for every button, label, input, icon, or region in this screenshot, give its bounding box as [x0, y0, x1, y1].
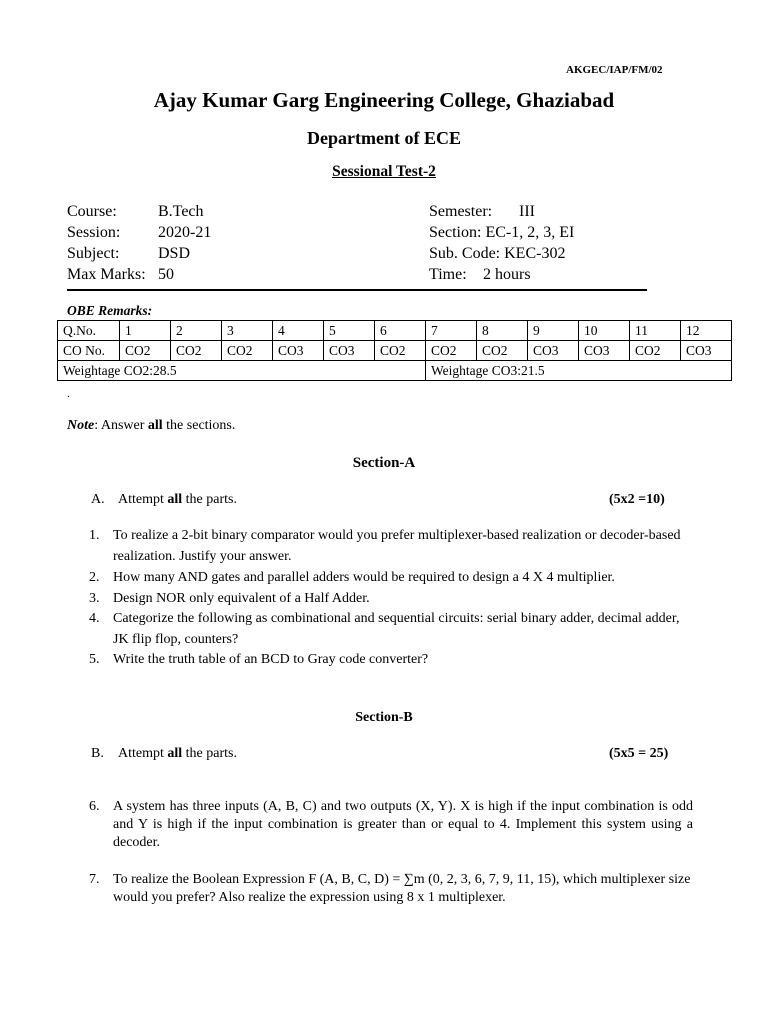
- obe-qno-cell: 10: [579, 321, 630, 341]
- obe-co-cell: CO3: [681, 341, 732, 361]
- college-name: Ajay Kumar Garg Engineering College, Ghaziabad: [153, 88, 615, 112]
- obe-qno-cell: 11: [630, 321, 681, 341]
- section-a-marks: (5x2 =10): [609, 492, 665, 507]
- obe-qno-cell: 2: [171, 321, 222, 341]
- info-row-session: Session: 2020-21: [67, 224, 212, 241]
- section-b-marks: (5x5 = 25): [609, 746, 669, 761]
- obe-qno-cell: 1: [120, 321, 171, 341]
- obe-qno-cell: 8: [477, 321, 528, 341]
- obe-table: [57, 320, 732, 381]
- obe-row-qno: [58, 321, 732, 341]
- obe-co-cell: CO2: [120, 341, 171, 361]
- obe-co-cell: CO3: [273, 341, 324, 361]
- note-line: Note: Answer all the sections.: [67, 418, 236, 433]
- weightage-co2: Weightage CO2:28.5: [58, 361, 426, 381]
- obe-title: OBE Remarks:: [67, 303, 153, 318]
- section-b-instruction: B. Attempt all the parts.: [91, 746, 237, 761]
- section-b-title: Section-B: [355, 710, 413, 725]
- info-row-sub-code: Sub. Code: KEC-302: [429, 245, 566, 262]
- obe-co-header: CO No.: [58, 341, 120, 361]
- obe-co-cell: CO2: [222, 341, 273, 361]
- obe-qno-cell: 3: [222, 321, 273, 341]
- department-name: Department of ECE: [307, 128, 461, 148]
- obe-row-co: [58, 341, 732, 361]
- obe-qno-cell: 12: [681, 321, 732, 341]
- stray-dot: .: [67, 388, 70, 400]
- weightage-co3: Weightage CO3:21.5: [426, 361, 732, 381]
- section-a-title: Section-A: [352, 455, 416, 471]
- obe-qno-cell: 6: [375, 321, 426, 341]
- obe-co-cell: CO3: [324, 341, 375, 361]
- form-code: AKGEC/IAP/FM/02: [566, 64, 663, 76]
- info-row-time: Time: 2 hours: [429, 266, 531, 283]
- info-row-course: Course: B.Tech: [67, 203, 204, 220]
- obe-co-cell: CO2: [426, 341, 477, 361]
- info-row-section: Section: EC-1, 2, 3, EI: [429, 224, 575, 241]
- obe-co-cell: CO3: [579, 341, 630, 361]
- obe-co-cell: CO2: [171, 341, 222, 361]
- divider-line: [67, 289, 647, 291]
- obe-co-cell: CO2: [630, 341, 681, 361]
- info-right: [429, 201, 574, 285]
- obe-qno-header: Q.No.: [58, 321, 120, 341]
- obe-qno-cell: 4: [273, 321, 324, 341]
- obe-qno-cell: 5: [324, 321, 375, 341]
- note-label: Note: [67, 418, 95, 433]
- obe-co-cell: CO2: [477, 341, 528, 361]
- obe-qno-cell: 9: [528, 321, 579, 341]
- obe-qno-cell: 7: [426, 321, 477, 341]
- info-left: [67, 201, 211, 285]
- obe-co-cell: CO3: [528, 341, 579, 361]
- obe-row-weightage: [58, 361, 732, 381]
- section-a-instruction: A. Attempt all the parts.: [91, 492, 237, 507]
- obe-co-cell: CO2: [375, 341, 426, 361]
- info-row-semester: Semester: III: [429, 203, 535, 220]
- info-row-subject: Subject: DSD: [67, 245, 191, 262]
- test-title: Sessional Test-2: [332, 163, 436, 180]
- info-row-max-marks: Max Marks: 50: [67, 266, 174, 283]
